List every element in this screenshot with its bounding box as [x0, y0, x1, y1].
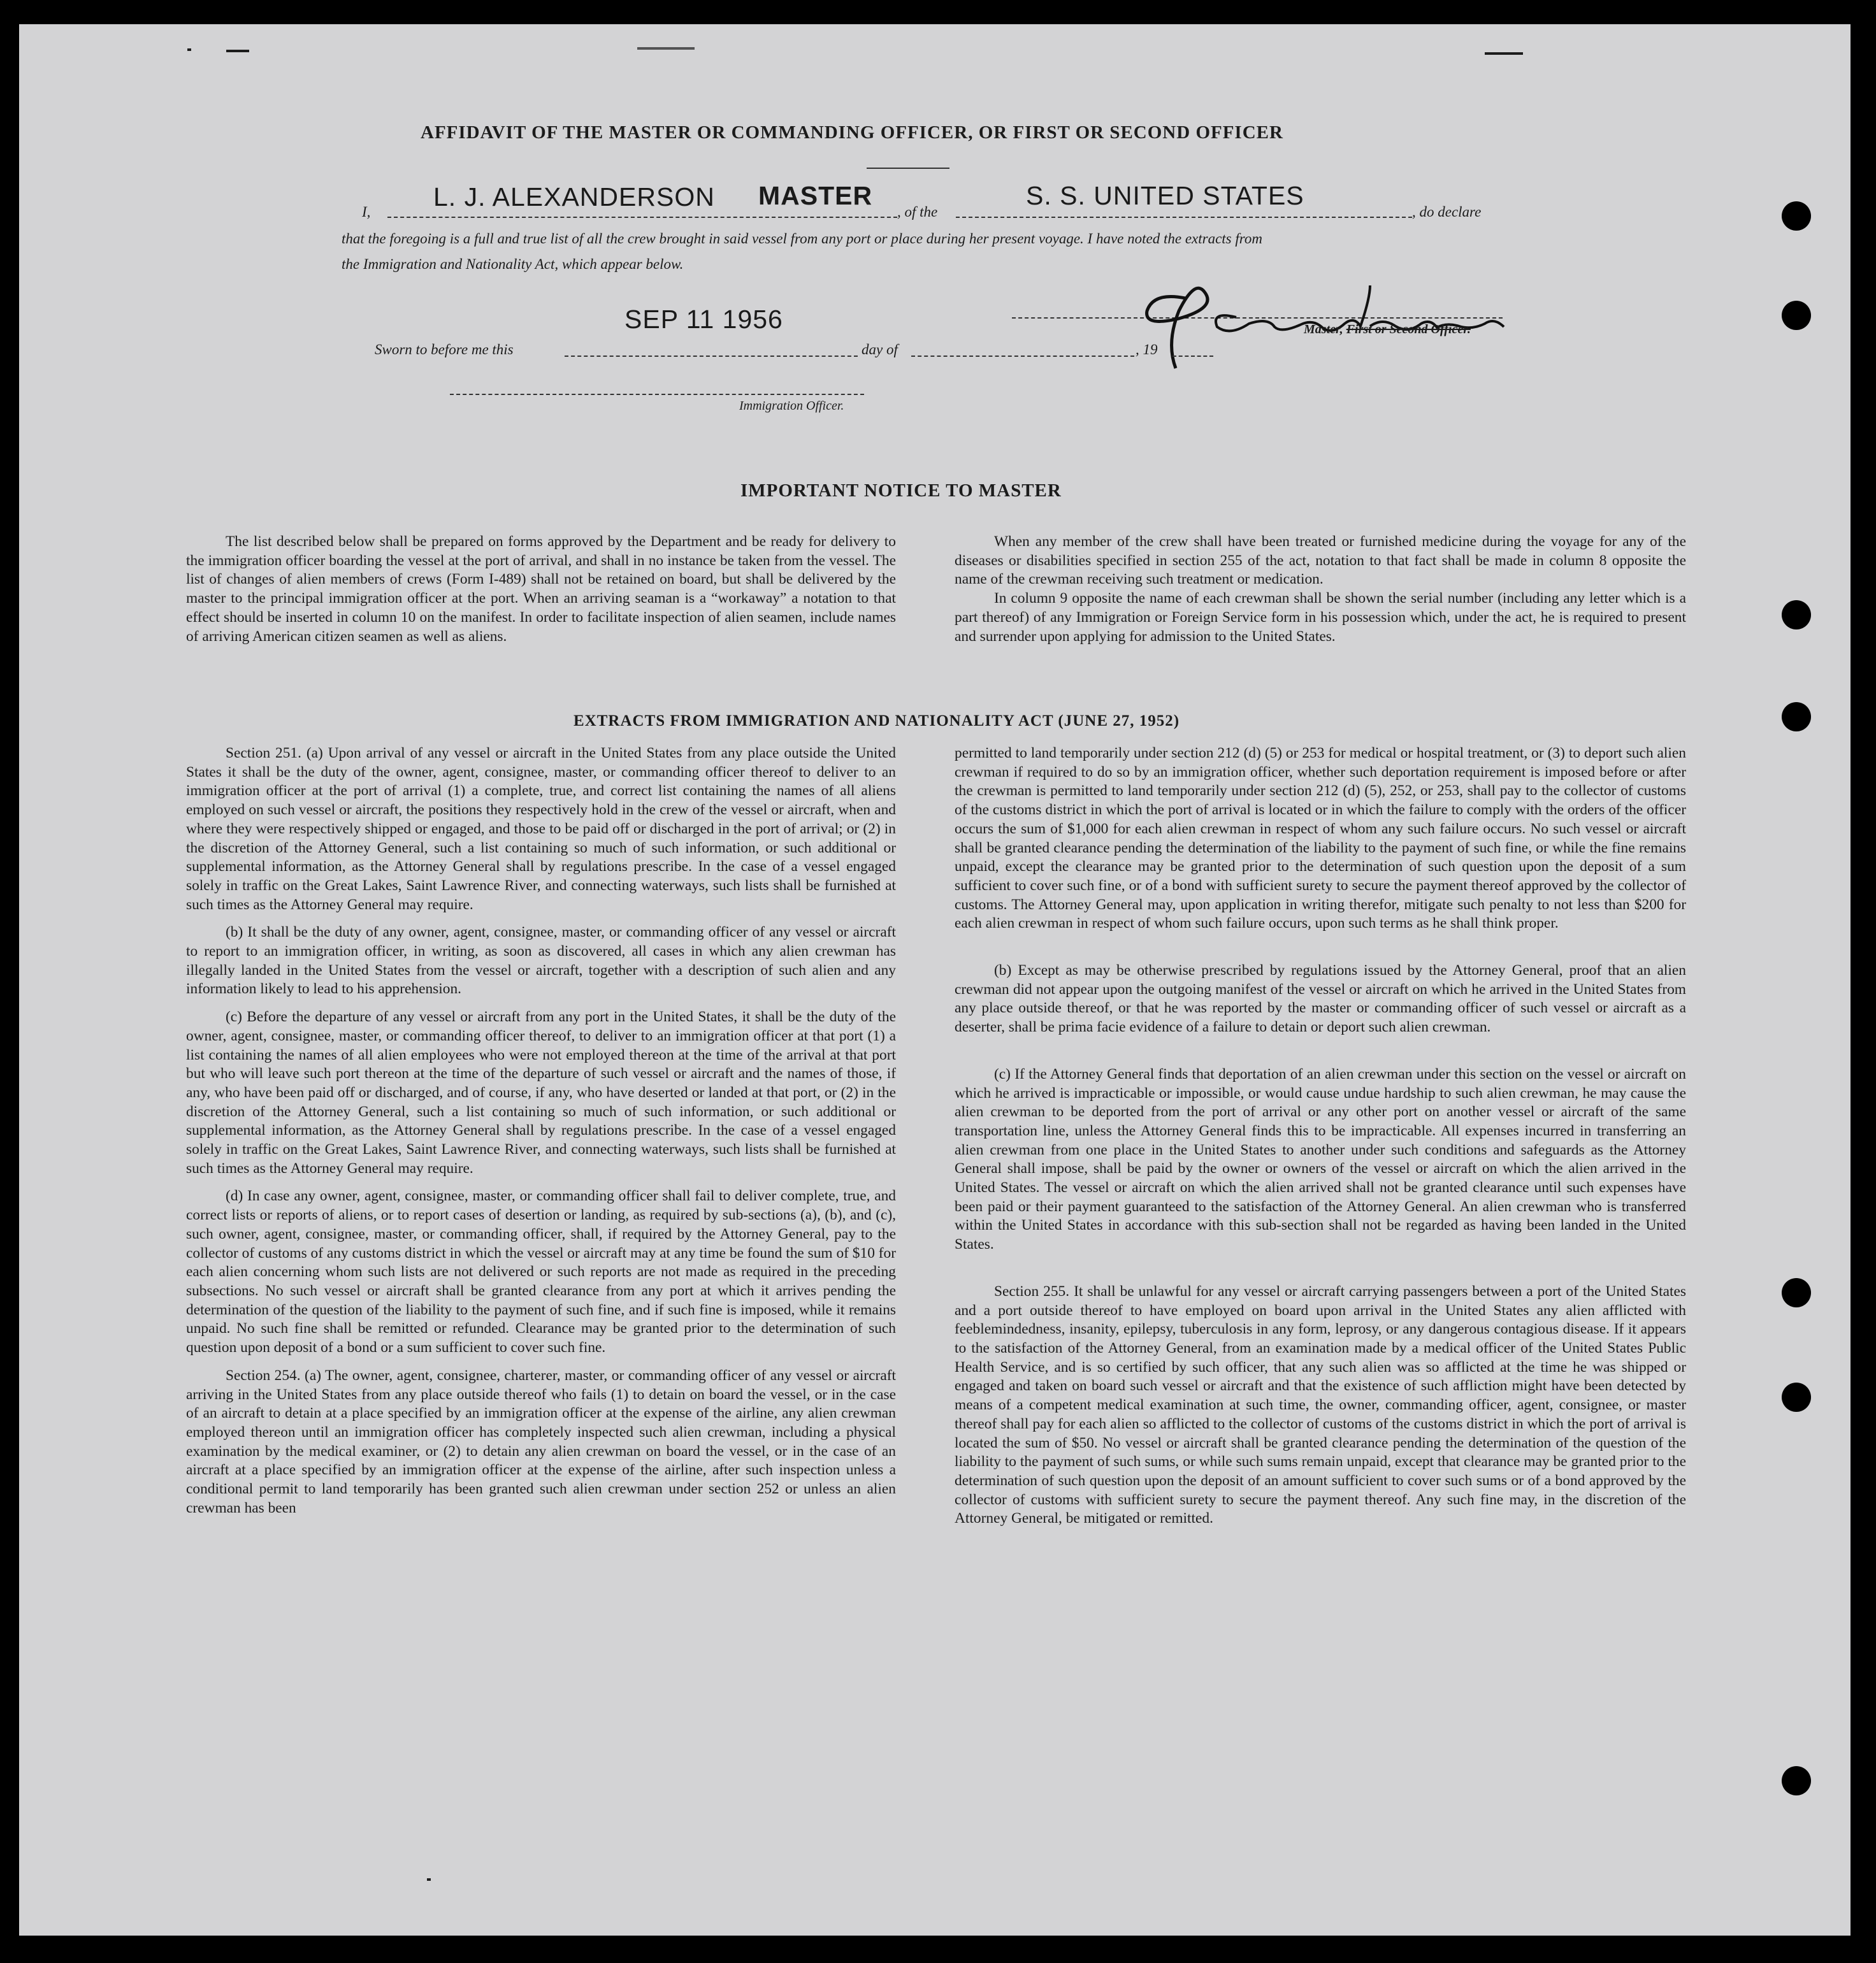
- year-line: [1172, 356, 1213, 357]
- master-name: L. J. ALEXANDERSON: [433, 182, 715, 212]
- signature-title-struck: First or Second Officer.: [1346, 322, 1471, 336]
- notice-paragraph: In column 9 opposite the name of each crewman shall be shown the serial number (including any letter which is a part thereof) of any Immigration or Foreign Service form in his possession which, under the act, he is required to present and surrender upon applying for admission to the United States.: [955, 590, 1686, 645]
- declaration-line-2: that the foregoing is a full and true list of all the crew brought in said vessel from any port or place during her present voyage. I have noted the extracts from: [342, 231, 1262, 247]
- notice-title: IMPORTANT NOTICE TO MASTER: [740, 480, 1062, 501]
- extract-paragraph: (b) Except as may be otherwise prescribed by regulations issued by the Attorney General, proof that an alien crewman did not appear upon the outgoing manifest of the vessel or aircraft on which he arrived in the United States from any place outside thereof, or that he was reported by the master or commanding officer of such vessel or aircraft as a deserter, shall be prima facie evidence of a failure to detain or deport such alien crewman.: [955, 962, 1686, 1036]
- immigration-officer-line: [450, 394, 864, 395]
- of-the-label: , of the: [897, 204, 938, 220]
- edge-mark: [637, 47, 695, 50]
- notice-paragraph: When any member of the crew shall have been treated or furnished medicine during the voyage for any of the diseases or disabilities specified in section 255 of the act, notation to that fact shall be made in column 8 opposite the name of the crewman receiving such treatment or medication.: [955, 533, 1686, 588]
- signature-title-master: Master,: [1304, 322, 1343, 336]
- punch-hole: [1782, 1383, 1811, 1412]
- edge-mark: [1485, 52, 1523, 55]
- immigration-officer-label: Immigration Officer.: [739, 399, 844, 413]
- year-label: , 19: [1136, 342, 1158, 357]
- extract-paragraph: (c) If the Attorney General finds that deportation of an alien crewman under this section on the vessel or aircraft on which he arrived is impracticable or impossible, or would cause undue hardship to such alien crewman, he may cause the alien crewman to be deported from the port of arrival or any other port on another vessel or aircraft of the same transportation line, unless the Attorney General finds this to be impracticable. All expenses incurred in transferring an alien crewman from one place in the United States to another under such conditions and safeguards as the Attorney General shall impose, shall be paid by the owner or owners of the vessel or aircraft on which the alien arrived in the United States. The vessel or aircraft on which the alien arrived shall not be granted clearance until such expenses have been paid or their payment guaranteed to the satisfaction of the Attorney General. An alien crewman who is transferred within the United States in accordance with this sub-section shall not be regarded as having been landed in the United States.: [955, 1065, 1686, 1253]
- notice-left-column: [186, 533, 896, 646]
- extract-paragraph: Section 251. (a) Upon arrival of any vessel or aircraft in the United States from any place outside the United States it shall be the duty of the owner, agent, consignee, master, or commanding officer thereof to deliver to an immigration officer at the port of arrival (1) a complete, true, and correct list containing the names of all aliens employed on such vessel or aircraft, the positions they respectively hold in the crew of the vessel or aircraft, when and where they were respectively shipped or engaged, and those to be paid off or discharged in the port of arrival; or (2) in the discretion of the Attorney General, such a list containing so much of such information, or such additional or supplemental information, as the Attorney General shall by regulations prescribe. In the case of a vessel engaged solely in traffic on the Great Lakes, Saint Lawrence River, and connecting waterways, such lists shall be furnished at such times as the Attorney General may require.: [186, 745, 896, 913]
- extract-paragraph: Section 254. (a) The owner, agent, consignee, charterer, master, or commanding officer of any vessel or aircraft arriving in the United States from any place outside thereof who fails (1) to detain on board the vessel, or in the case of an aircraft to detain at a place specified by an immigration officer at the expense of the airline, any alien crewman employed thereon until an immigration officer has completely inspected such alien crewman, including a physical examination by the medical examiner, or (2) to detain any alien crewman on board the vessel, or in the case of an aircraft at a place specified by an immigration officer at the expense of the airline, after such inspection unless a conditional permit to land temporarily has been granted such alien crewman under section 252 or unless an alien crewman has been: [186, 1367, 896, 1516]
- document-page: [19, 24, 1851, 1936]
- do-declare-label: , do declare: [1412, 204, 1482, 220]
- sworn-label: Sworn to before me this: [375, 342, 514, 357]
- extract-paragraph: (c) Before the departure of any vessel or aircraft from any port in the United States, it shall be the duty of the owner, agent, consignee, master, or commanding officer thereof, to deliver to an immigration officer at that port (1) a list containing the names of all alien employees who were not employed thereon at the time of the arrival at that port but who will leave such port thereon at the time of the departure of such vessel or aircraft and the names of those, if any, who have been paid off or discharged, and of course, if any, who have deserted or landed at that port, or (2) in the discretion of the Attorney General, such a list containing so much of such information, or such additional or supplemental information, as the Attorney General shall by regulations prescribe. In the case of a vessel engaged solely in traffic on the Great Lakes, Saint Lawrence River, and connecting waterways, such lists shall be furnished at such times as the Attorney General may require.: [186, 1009, 896, 1177]
- edge-mark: [187, 48, 191, 51]
- punch-hole: [1782, 201, 1811, 231]
- edge-mark: [226, 50, 249, 52]
- i-prefix: I,: [362, 204, 371, 220]
- affidavit-title: AFFIDAVIT OF THE MASTER OR COMMANDING OFFICER, OR FIRST OR SECOND OFFICER: [421, 122, 1283, 143]
- signature-title: [1304, 322, 1471, 337]
- extracts-title: EXTRACTS FROM IMMIGRATION AND NATIONALITY ACT (JUNE 27, 1952): [574, 712, 1180, 730]
- declaration-line-3: the Immigration and Nationality Act, which appear below.: [342, 256, 684, 272]
- extract-paragraph: (b) It shall be the duty of any owner, agent, consignee, master, or commanding officer of any vessel or aircraft to report to an immigration officer, in writing, as soon as discovered, all cases in which any alien crewman has illegally landed in the United States from the vessel or aircraft, together with a description of such alien and any information likely to lead to his apprehension.: [186, 924, 896, 998]
- master-rank: MASTER: [758, 181, 873, 210]
- extracts-right-column: [955, 744, 1686, 1528]
- notice-paragraph: The list described below shall be prepared on forms approved by the Department and be ready for delivery to the immigration officer boarding the vessel at the port of arrival, and shall in no instance be taken from the vessel. The list of changes of alien members of crews (Form I-489) shall not be retained on board, but shall be delivered by the master to the principal immigration officer at the port. When an arriving seaman is a “workaway” a notation to that effect should be inserted in column 10 on the manifest. In order to facilitate inspection of alien seamen, include names of arriving American citizen seamen as well as aliens.: [186, 533, 896, 645]
- extract-paragraph: permitted to land temporarily under section 212 (d) (5) or 253 for medical or hospital treatment, or (3) to deport such alien crewman if required to do so by an immigration officer, whether such deportation requirement is imposed before or after the crewman is permitted to land temporarily under section 212 (d) (5), 252, or 253, shall pay to the collector of customs of the customs district in which the port of arrival is located or in which the failure to comply with the orders of the officer occurs the sum of $1,000 for each alien crewman in respect of whom any such failure occurs. No such vessel or aircraft shall be granted clearance pending the determination of the liability to the payment of such fine, or while the fine remains unpaid, except the clearance may be granted prior to the determination of such question upon the deposit of a sum sufficient to cover such fine, or of a bond with sufficient surety to secure the payment thereof approved by the collector of customs. The Attorney General may, upon application in writing therefor, mitigate such penalty to not less than $200 for each alien crewman in respect of whom such failure occurs, upon such terms as he shall think proper.: [955, 745, 1686, 932]
- notice-right-column: [955, 533, 1686, 646]
- punch-hole: [1782, 702, 1811, 731]
- sworn-day-line: [565, 356, 858, 357]
- punch-hole: [1782, 600, 1811, 629]
- title-rule: [867, 168, 949, 169]
- sworn-month-line: [911, 356, 1134, 357]
- extracts-left-column: [186, 744, 896, 1518]
- edge-mark: [427, 1878, 431, 1881]
- extract-paragraph: Section 255. It shall be unlawful for any vessel or aircraft carrying passengers between a port of the United States and a port outside thereof to have employed on board upon arrival in the United States any alien afflicted with feeblemindedness, insanity, epilepsy, tuberculosis in any form, leprosy, or any dangerous contagious disease. If it appears to the satisfaction of the Attorney General, from an examination made by a medical officer of the United States Public Health Service, and is so certified by such officer, that any such alien was so afflicted at the time he was shipped or engaged and taken on board such vessel or aircraft and that the existence of such affliction might have been detected by means of a competent medical examination at such time, the owner, commanding officer, agent, consignee, or master thereof shall pay for each alien so afflicted to the collector of customs of the customs district in which the port of arrival is located the sum of $50. No vessel or aircraft shall be granted clearance pending the determination of the question of the liability to the payment of such sums, or while such sums remain unpaid, except that clearance may be granted prior to the determination of such question upon the deposit of an amount sufficient to cover such sums or of a bond approved by the collector of customs with sufficient surety to secure the payment thereof. Any such fine may, in the discretion of the Attorney General, be mitigated or remitted.: [955, 1283, 1686, 1527]
- punch-hole: [1782, 301, 1811, 330]
- vessel-name: S. S. UNITED STATES: [1026, 181, 1304, 210]
- punch-hole: [1782, 1766, 1811, 1795]
- extract-paragraph: (d) In case any owner, agent, consignee, master, or commanding officer shall fail to deliver complete, true, and correct lists or reports of aliens, or to report cases of desertion or landing, as required by sub-sections (a), (b), and (c), such owner, agent, consignee, master, or commanding officer, shall, if required by the Attorney General, pay to the collector of customs of any customs district in which the vessel or aircraft may at any time be found the sum of $10 for each alien concerning whom such lists are not delivered or such reports are not made as required in the preceding subsections. No such vessel or aircraft shall be granted clearance from any port at which it arrives pending the determination of the question of the liability to the payment of such fine, and if such fine is imposed, while it remains unpaid. No such fine shall be remitted or refunded. Clearance may be granted prior to the determination of such question upon deposit of a bond or a sum sufficient to cover such fine.: [186, 1188, 897, 1356]
- punch-hole: [1782, 1278, 1811, 1307]
- name-field-line: [387, 217, 897, 218]
- date-stamp: SEP 11 1956: [624, 305, 783, 334]
- vessel-field-line: [956, 217, 1412, 218]
- day-of-label: day of: [862, 342, 898, 357]
